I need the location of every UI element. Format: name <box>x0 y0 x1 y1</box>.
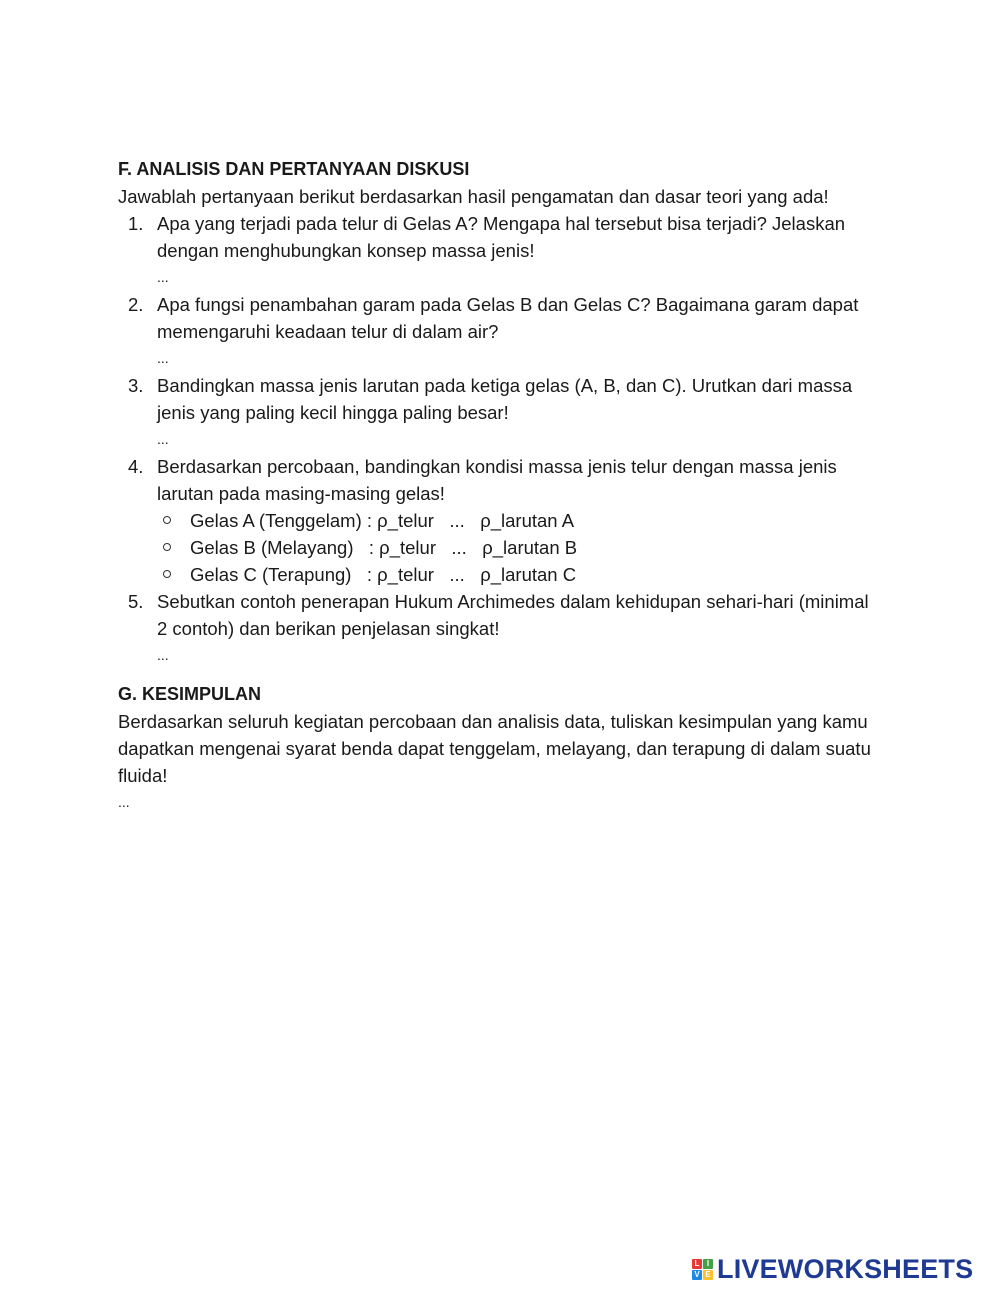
question-text: Apa fungsi penambahan garam pada Gelas B dan Gelas C? Bagaimana garam dapat memengaruhi keadaan telur di dalam air? <box>157 294 859 342</box>
question-number: 1. <box>128 213 144 234</box>
question-item <box>118 210 878 291</box>
question-number: 3. <box>128 375 144 396</box>
question-item <box>118 588 878 669</box>
section-g-title: G. KESIMPULAN <box>118 684 262 704</box>
question-item <box>118 372 878 453</box>
question-text: Berdasarkan percobaan, bandingkan kondisi massa jenis telur dengan massa jenis larutan pada masing-masing gelas! <box>157 456 837 504</box>
question-number: 4. <box>128 456 144 477</box>
question-number: 2. <box>128 294 144 315</box>
comparison-item <box>157 561 878 588</box>
conclusion-answer-placeholder[interactable]: ... <box>118 794 130 810</box>
answer-placeholder[interactable]: ... <box>157 431 169 447</box>
question-item <box>118 453 878 588</box>
comparison-list <box>157 507 878 588</box>
question-number: 5. <box>128 591 144 612</box>
question-text: Bandingkan massa jenis larutan pada ketiga gelas (A, B, dan C). Urutkan dari massa jenis yang paling kecil hingga paling besar! <box>157 375 853 423</box>
comparison-text[interactable]: Gelas B (Melayang) : ρ_telur ... ρ_larutan B <box>190 537 578 558</box>
question-text: Sebutkan contoh penerapan Hukum Archimedes dalam kehidupan sehari-hari (minimal 2 contoh) dan berikan penjelasan singkat! <box>157 591 869 639</box>
circle-bullet-icon <box>163 543 171 551</box>
question-list <box>118 210 878 669</box>
question-item <box>118 291 878 372</box>
logo-tile: E <box>703 1270 713 1280</box>
worksheet-page <box>118 156 878 816</box>
section-f-title: F. ANALISIS DAN PERTANYAAN DISKUSI <box>118 159 470 179</box>
circle-bullet-icon <box>163 570 171 578</box>
circle-bullet-icon <box>163 516 171 524</box>
logo-text: LIVEWORKSHEETS <box>717 1253 974 1284</box>
comparison-text[interactable]: Gelas A (Tenggelam) : ρ_telur ... ρ_larutan A <box>190 510 575 531</box>
liveworksheets-logo <box>692 1255 973 1283</box>
logo-tile: L <box>692 1259 702 1269</box>
comparison-item <box>157 507 878 534</box>
answer-placeholder[interactable]: ... <box>157 350 169 366</box>
answer-placeholder[interactable]: ... <box>157 647 169 663</box>
section-g-text: Berdasarkan seluruh kegiatan percobaan dan analisis data, tuliskan kesimpulan yang kamu dapatkan mengenai syarat benda dapat tenggelam, melayang, dan terapung di dalam suatu fluida! <box>118 711 871 786</box>
logo-tile: V <box>692 1270 702 1280</box>
question-text: Apa yang terjadi pada telur di Gelas A? Mengapa hal tersebut bisa terjadi? Jelaskan dengan menghubungkan konsep massa jenis! <box>157 213 846 261</box>
logo-tile: I <box>703 1259 713 1269</box>
section-f-intro: Jawablah pertanyaan berikut berdasarkan hasil pengamatan dan dasar teori yang ada! <box>118 186 829 207</box>
comparison-text[interactable]: Gelas C (Terapung) : ρ_telur ... ρ_larutan C <box>190 564 577 585</box>
comparison-item <box>157 534 878 561</box>
answer-placeholder[interactable]: ... <box>157 269 169 285</box>
liveworksheets-icon <box>692 1259 713 1280</box>
